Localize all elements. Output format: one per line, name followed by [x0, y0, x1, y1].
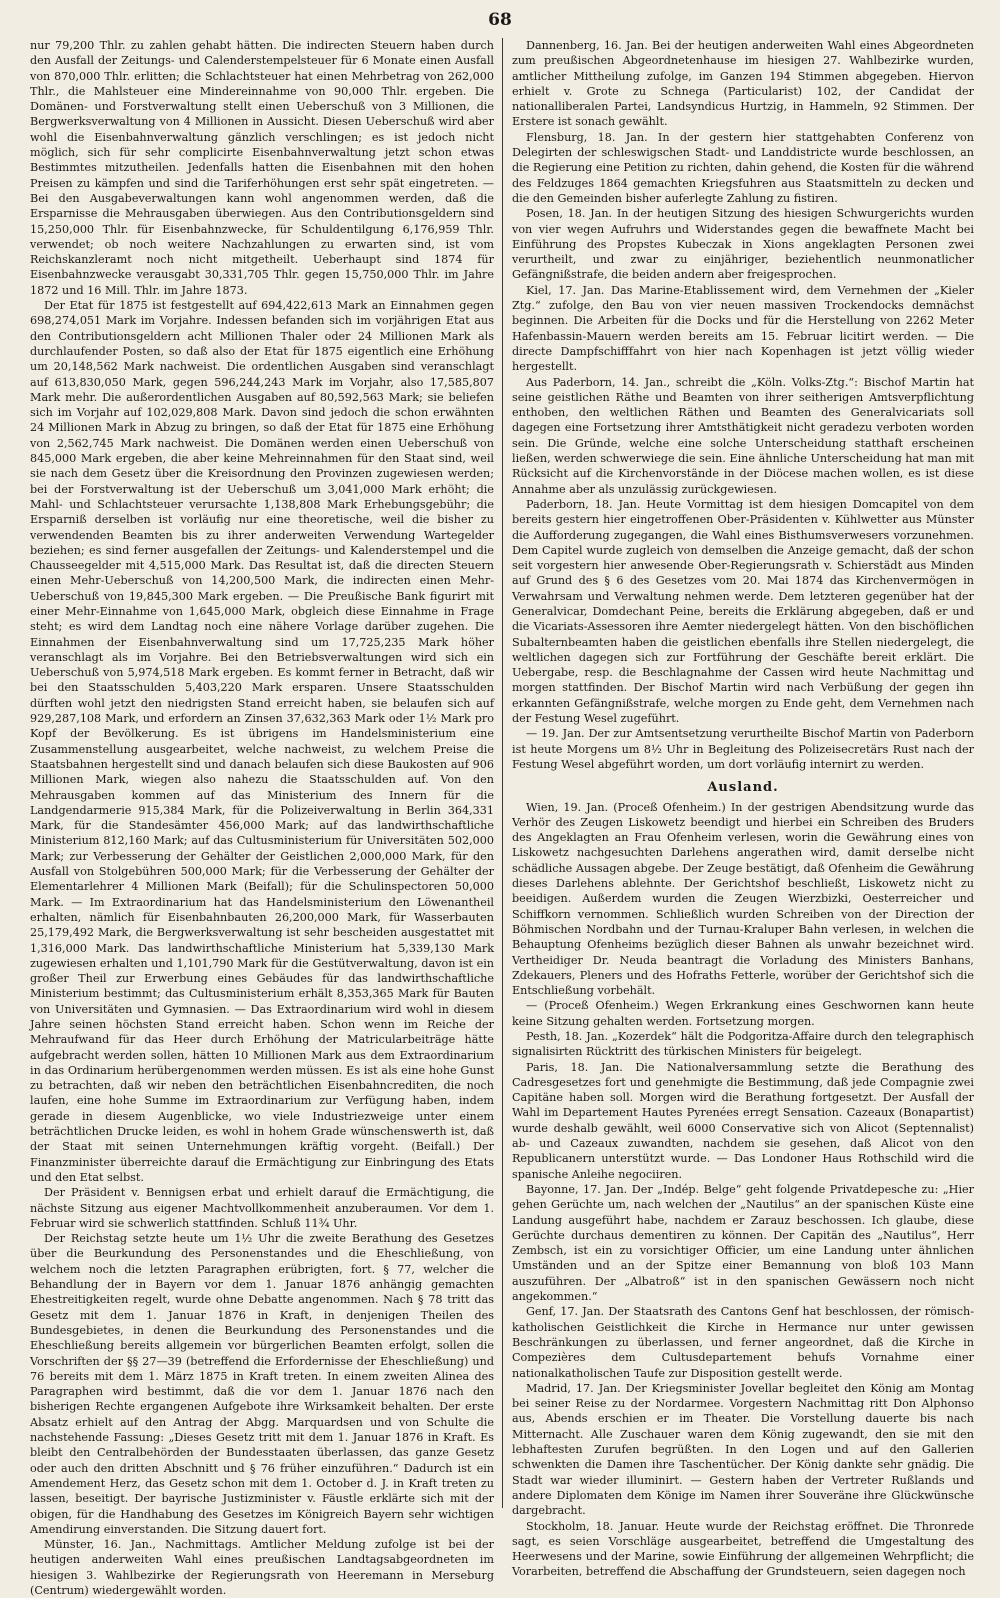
right-column-paragraph: Pesth, 18. Jan. „Kozerdek“ hält die Podgoritza-Affaire durch den telegraphisch signalisirten Rücktritt des türkischen Ministers für beigelegt. — [512, 1030, 974, 1059]
right-column — [512, 38, 974, 1579]
column-divider — [502, 38, 503, 1508]
right-column-paragraph: Wien, 19. Jan. (Proceß Ofenheim.) In der gestrigen Abendsitzung wurde das Verhör des Zeugen Liskowetz beendigt und hierbei ein Schreiben des Bruders des Angeklagten an Frau Ofenheim verlesen, worin die Gewährung eines von Liskowetz nachgesuchten Darlehens angerathen wird, damit derselbe nicht schädliche Aussagen abgebe. Der Zeuge bestätigt, daß Ofenheim die Gewährung dieses Darlehens ablehnte. Der Gerichtshof beschließt, Liskowetz nicht zu beeidigen. Außerdem wurden die Zeugen Wierzbizki, Oesterreicher und Schiffkorn vernommen. Schließlich wurden Schreiben von der Direction der Böhmischen Nordbahn und der Turnau-Kraluper Bahn verlesen, in welchen die Behauptung Ofenheims bezüglich dieser Bahnen als unwahr bezeichnet wird. Vertheidiger Dr. Neuda beantragt die Vorladung des Ministers Banhans, Zdekauers, Pleners und des Hofraths Fetterle, worüber der Gerichtshof sich die Entschließung vorbehält. — [512, 800, 974, 998]
left-column-paragraph: Münster, 16. Jan., Nachmittags. Amtlicher Meldung zufolge ist bei der heutigen anderweiten Wahl eines preußischen Landtagsabgeordneten im hiesigen 3. Wahlbezirke der Regierungsrath von Heeremann in Merseburg (Centrum) wiedergewählt worden. — [30, 1538, 494, 1597]
left-column-paragraph: nur 79,200 Thlr. zu zahlen gehabt hätten. Die indirecten Steuern haben durch den Ausfall der Zeitungs- und Calenderstempelsteuer für 6 Monate einen Ausfall von 870,000 Thlr. erlitten; die Schlachtsteuer hat einen Mehrbetrag von 262,000 Thlr., die Mahlsteuer eine Mindereinnahme von 90,000 Thlr. ergeben. Die Domänen- und Forstverwaltung stellt einen Ueberschuß von 3 Millionen, die Bergwerksverwaltung von 4 Millionen in Aussicht. Diesen Ueberschuß wird aber wohl die Eisenbahnverwaltung gänzlich verschlingen; es ist jedoch nicht möglich, sich für sehr complicirte Eisenbahnverwaltung jetzt schon etwas Bestimmtes mitzutheilen. Jedenfalls hatten die Eisenbahnen mit den hohen Preisen zu kämpfen und sind die Tariferhöhungen erst sehr spät eingetreten. — Bei den Ausgabeverwaltungen kann wohl angenommen werden, daß die Ersparnisse die Mehrausgaben überwiegen. Aus den Contributionsgeldern sind 15,250,000 Thlr. für Eisenbahnzwecke, für Schuldentilgung 6,176,959 Thlr. verwendet; ob noch weitere Nachzahlungen zu erwarten sind, ist vom Reichskanzleramt noch nicht mitgetheilt. Ueberhaupt sind 1874 für Eisenbahnzwecke verausgabt 30,331,705 Thlr. gegen 15,750,000 Thlr. im Jahre 1872 und 16 Mill. Thlr. im Jahre 1873. — [30, 39, 494, 297]
left-column — [30, 38, 494, 1597]
right-column-paragraph: — (Proceß Ofenheim.) Wegen Erkrankung eines Geschwornen kann heute keine Sitzung gehalten werden. Fortsetzung morgen. — [512, 999, 974, 1028]
right-column-paragraph: Flensburg, 18. Jan. In der gestern hier stattgehabten Conferenz von Delegirten der schleswigschen Stadt- und Landdistricte wurde beschlossen, an die Regierung eine Petition zu richten, dahin gehend, die Kosten für die während des Feldzuges 1864 gemachten Kriegsfuhren aus Staatsmitteln zu decken und die den Gemeinden bisher auferlegte Zahlung zu fistiren. — [512, 130, 974, 205]
section-heading: Ausland. — [707, 780, 779, 796]
right-column-paragraph: — 19. Jan. Der zur Amtsentsetzung verurtheilte Bischof Martin von Paderborn ist heute Morgens um 8½ Uhr in Begleitung des Polizeisecretärs Rust nach der Festung Wesel abgeführt worden, um dort vorläufig internirt zu werden. — [512, 727, 974, 771]
right-column-paragraph: Aus Paderborn, 14. Jan., schreibt die „Köln. Volks-Ztg.“: Bischof Martin hat seine geistlichen Räthe und Beamten von ihrer seitherigen Amtsverpflichtung enthoben, den weltlichen Räthen und Beamten des Generalvicariats soll dagegen eine Fortsetzung ihrer Amtsthätigkeit nicht geradezu verboten worden sein. Die Gründe, welche eine solche Unterscheidung statthaft erscheinen ließen, werden schwerwiege die sein. Eine ähnliche Unterscheidung hat man mit Rücksicht auf die Kirchenvorstände in der Diöcese machen wollen, es ist diese Annahme aber als unzulässig zurückgewiesen. — [512, 375, 974, 496]
right-column-paragraph: Paderborn, 18. Jan. Heute Vormittag ist dem hiesigen Domcapitel von dem bereits gestern hier eingetroffenen Ober-Präsidenten v. Kühlwetter aus Münster die Aufforderung zugegangen, die Wahl eines Bisthumsverwesers vorzunehmen. Dem Capitel wurde zugleich von demselben die Anzeige gemacht, daß der schon seit vorgestern hier anwesende Ober-Regierungsrath v. Schierstädt aus Minden auf Grund des § 6 des Gesetzes vom 20. Mai 1874 das Kirchenvermögen in Verwahrsam und Verwaltung nehmen werde. Dem letzteren gegenüber hat der Generalvicar, Domdechant Peine, bereits die Erklärung abgegeben, daß er und die Vicariats-Assessoren ihre Aemter niedergelegt hätten. Von den bischöflichen Subalternbeamten haben die geistlichen ebenfalls ihre Stellen niedergelegt, die weltlichen dagegen sich zur Fortführung der Geschäfte bereit erklärt. Die Uebergabe, resp. die Beschlagnahme der Cassen wird heute Nachmittag und morgen stattfinden. Der Bischof Martin wird nach Verbüßung der gegen ihn erkannten Gefängnißstrafe, welche morgen zu Ende geht, dem Vernehmen nach der Festung Wesel zugeführt. — [512, 497, 974, 726]
right-column-paragraph: Stockholm, 18. Januar. Heute wurde der Reichstag eröffnet. Die Thronrede sagt, es seien Vorschläge ausgearbeitet, betreffend die Umgestaltung des Heerwesens und der Marine, sowie Einführung der allgemeinen Wehrpflicht; die Vorarbeiten, betreffend die Abschaffung der Grundsteuern, seien dagegen noch — [512, 1519, 974, 1579]
left-column-paragraph: Der Etat für 1875 ist festgestellt auf 694,422,613 Mark an Einnahmen gegen 698,274,051 Mark im Vorjahre. Indessen befanden sich im vorjährigen Etat aus den Contributionsgeldern acht Millionen Thaler oder 24 Millionen Mark als durchlaufender Posten, so daß also der Etat für 1875 eigentlich eine Erhöhung um 20,148,562 Mark nachweist. Die ordentlichen Ausgaben sind veranschlagt auf 613,830,050 Mark, gegen 596,244,243 Mark im Vorjahr, also 17,585,807 Mark mehr. Die außerordentlichen Ausgaben auf 80,592,563 Mark; sie beliefen sich im Vorjahr auf 102,029,808 Mark. Davon sind jedoch die schon erwähnten 24 Millionen Mark in Abzug zu bringen, so daß der Etat für 1875 eine Erhöhung von 2,562,745 Mark nachweist. Die Domänen werden einen Ueberschuß von 845,000 Mark ergeben, die aber keine Mehreinnahmen für den Staat sind, weil sie nach dem Gesetz über die Kreisordnung den Provinzen zugewiesen werden; bei der Forstverwaltung ist der Ueberschuß um 3,041,000 Mark erhöht; die Mahl- und Schlachtsteuer verursachte 1,138,808 Mark Erhebungsgebühr; die Ersparniß derselben ist vorläufig nur eine theoretische, weil die bisher zu verwendenden Beamten bis zu ihrer anderweiten Verwendung Wartegelder beziehen; es sind ferner ausgefallen der Zeitungs- und Kalenderstempel und die Chausseegelder mit 4,515,000 Mark. Das Resultat ist, daß die directen Steuern einen Mehr-Ueberschuß von 14,200,500 Mark, die indirecten einen Mehr-Ueberschuß von 19,845,300 Mark ergeben. — Die Preußische Bank figurirt mit einer Mehr-Einnahme von 1,645,000 Mark, obgleich diese Einnahme in Frage steht; es wird dem Landtag noch eine nähere Vorlage darüber zugehen. Die Einnahmen der Eisenbahnverwaltung sind um 17,725,235 Mark höher veranschlagt als im Vorjahre. Bei den Betriebsverwaltungen wird sich ein Ueberschuß von 5,974,518 Mark ergeben. Es kommt ferner in Betracht, daß wir bei den Staatsschulden 5,403,220 Mark ersparen. Unsere Staatsschulden dürften wohl jetzt den niedrigsten Stand erreicht haben, sie belaufen sich auf 929,287,108 Mark, und erfordern an Zinsen 37,632,363 Mark oder 1½ Mark pro Kopf der Bevölkerung. Es ist übrigens im Handelsministerium eine Zusammenstellung ausgearbeitet, welche nachweist, zu welchem Preise die Staatsbahnen hergestellt sind und danach belaufen sich diese Baukosten auf 906 Millionen Mark, wiegen also nahezu die Staatsschulden auf. Von den Mehrausgaben kommen auf das Ministerium des Innern für die Landgendarmerie 915,384 Mark, für die Polizeiverwaltung in Berlin 364,331 Mark, für die Standesämter 456,000 Mark; auf das landwirthschaftliche Ministerium 812,160 Mark; auf das Cultusministerium für Universitäten 502,000 Mark; zur Verbesserung der Gehälter der Geistlichen 2,000,000 Mark, für den Ausfall von Stolgebühren 500,000 Mark; für die Verbesserung der Gehälter der Elementarlehrer 4 Millionen Mark (Beifall); für die Schulinspectoren 50,000 Mark. — Im Extraordinarium hat das Handelsministerium den Löwenantheil erhalten, nämlich für Eisenbahnbauten 26,200,000 Mark, für Wasserbauten 25,179,492 Mark, die Bergwerksverwaltung ist sehr bescheiden ausgestattet mit 1,316,000 Mark. Das landwirthschaftliche Ministerium hat 5,339,130 Mark zugewiesen erhalten und 1,101,790 Mark für die Gestütverwaltung, davon ist ein großer Theil zur Erwerbung eines Gebäudes für das landwirthschaftliche Ministerium bestimmt; das Cultusministerium erhält 8,353,365 Mark für Bauten von Universitäten und Gymnasien. — Das Extraordinarium wird wohl in diesem Jahre seinen höchsten Stand erreicht haben. Schon wenn im Reiche der Mehraufwand für das Heer durch Erhöhung der Matricularbeiträge hätte aufgebracht werden sollen, hätten 10 Millionen Mark aus dem Extraordinarium in das Ordinarium herübergenommen werden müssen. Es ist als eine hohe Gunst zu betrachten, daß wir neben den beträchtlichen Eisenbahncrediten, die noch laufen, eine hohe Summe im Extraordinarium zur Verfügung haben, indem gerade in diesem Augenblicke, wo viele Industriezweige unter einem beträchtlichen Drucke leiden, es wohl in hohem Grade wünschenswerth ist, daß der Staat mit seinen Unternehmungen kräftig vorgeht. (Beifall.) Der Finanzminister überreichte darauf die Ermächtigung zur Einbringung des Etats und den Etat selbst. — [30, 299, 494, 1184]
right-column-paragraph: Dannenberg, 16. Jan. Bei der heutigen anderweiten Wahl eines Abgeordneten zum preußischen Abgeordnetenhause im hiesigen 27. Wahlbezirke wurden, amtlicher Mittheilung zufolge, im Ganzen 194 Stimmen abgegeben. Hiervon erhielt v. Grote zu Schnega (Particularist) 102, der Candidat der nationalliberalen Partei, Landsyndicus Hurtzig, in Hammeln, 92 Stimmen. Der Erstere ist sonach gewählt. — [512, 39, 974, 129]
right-column-paragraph: Bayonne, 17. Jan. Der „Indép. Belge“ geht folgende Privatdepesche zu: „Hier gehen Gerüchte um, nach welchen der „Nautilus“ an der spanischen Küste eine Landung ausgeführt habe, nachdem er Zarauz beschossen. Ich glaube, diese Gerüchte durchaus dementiren zu können. Der Capitän des „Nautilus“, Herr Zembsch, ist ein zu vorsichtiger Officier, um eine Landung unter ähnlichen Umständen und an der Spitze einer Bemannung von bloß 103 Mann auszuführen. Der „Albatroß“ ist in den spanischen Gewässern noch nicht angekommen.“ — [512, 1182, 974, 1304]
left-column-paragraph: Der Reichstag setzte heute um 1½ Uhr die zweite Berathung des Gesetzes über die Beurkundung des Personenstandes und die Eheschließung, von welchem noch die letzten Paragraphen erübrigten, fort. § 77, welcher die Behandlung der in Bayern vor dem 1. Januar 1876 anhängig gemachten Ehestreitigkeiten regelt, wurde ohne Debatte angenommen. Nach § 78 tritt das Gesetz mit dem 1. Januar 1876 in Kraft, in denjenigen Theilen des Bundesgebietes, in denen die Beurkundung des Personenstandes und die Eheschließung bereits allgemein vor bürgerlichen Beamten erfolgt, sollen die Vorschriften der §§ 27—39 (betreffend die Erfordernisse der Eheschließung) und 76 bereits mit dem 1. März 1875 in Kraft treten. In einem zweiten Alinea des Paragraphen wird bestimmt, daß die vor dem 1. Januar 1876 nach den bisherigen Rechte ergangenen Aufgebote ihre Wirksamkeit behalten. Der erste Absatz erhielt auf den Antrag der Abgg. Marquardsen und von Schulte die nachstehende Fassung: „Dieses Gesetz tritt mit dem 1. Januar 1876 in Kraft. Es bleibt den Centralbehörden der Bundesstaaten überlassen, das ganze Gesetz oder auch den dritten Abschnitt und § 76 früher einzuführen.“ Dadurch ist ein Amendement Herz, das Gesetz schon mit dem 1. October d. J. in Kraft treten zu lassen, beseitigt. Der bayrische Justizminister v. Fäustle erklärte sich mit der obigen, für die Handhabung des Gesetzes im Königreich Bayern sehr wichtigen Amendirung einverstanden. Die Sitzung dauert fort. — [30, 1232, 494, 1536]
left-column-paragraph: Der Präsident v. Bennigsen erbat und erhielt darauf die Ermächtigung, die nächste Sitzung aus eigener Machtvollkommenheit anzuberaumen. Vor dem 1. Februar wird sie schwerlich stattfinden. Schluß 11¾ Uhr. — [30, 1186, 494, 1230]
right-column-paragraph: Genf, 17. Jan. Der Staatsrath des Cantons Genf hat beschlossen, der römisch-katholischen Geistlichkeit die Kirche in Hermance nur unter gewissen Beschränkungen zu überlassen, und ferner angeordnet, daß die Kirche in Compezières dem Cultusdepartement behufs Vornahme einer nationalkatholischen Taufe zur Disposition gestellt werde. — [512, 1305, 974, 1380]
right-column-paragraph: Posen, 18. Jan. In der heutigen Sitzung des hiesigen Schwurgerichts wurden von vier wegen Aufruhrs und Widerstandes gegen die bewaffnete Macht bei Einführung des Propstes Kubeczak in Xions angeklagten Personen zwei verurtheilt, und zwar zu einjähriger, beziehentlich neunmonatlicher Gefängnißstrafe, die beiden andern aber freigesprochen. — [512, 207, 974, 282]
right-column-paragraph: Kiel, 17. Jan. Das Marine-Etablissement wird, dem Vernehmen der „Kieler Ztg.“ zufolge, den Bau von vier neuen massiven Trockendocks demnächst beginnen. Die Arbeiten für die Docks und für die Herstellung von 2262 Meter Hafenbassin-Mauern werden bereits am 15. Februar licitirt werden. — Die directe Dampfschifffahrt von hier nach Kopenhagen ist jetzt völlig wieder hergestellt. — [512, 283, 974, 374]
right-column-paragraph: Madrid, 17. Jan. Der Kriegsminister Jovellar begleitet den König am Montag bei seiner Reise zu der Nordarmee. Vorgestern Nachmittag ritt Don Alphonso aus, Abends erschien er im Theater. Die Vorstellung dauerte bis nach Mitternacht. Alle Zuschauer waren dem König zugewandt, den sie mit den lebhaftesten Zurufen begrüßten. In den Logen und auf den Gallerien schwenkten die Damen ihre Taschentücher. Der König dankte sehr gnädig. Die Stadt war wieder illuminirt. — Gestern haben der Vertreter Rußlands und andere Diplomaten dem Könige im Namen ihrer Souveräne ihre Glückwünsche dargebracht. — [512, 1381, 974, 1518]
page-number: 68 — [488, 10, 512, 30]
right-column-paragraph: Paris, 18. Jan. Die Nationalversammlung setzte die Berathung des Cadresgesetzes fort und genehmigte die Bestimmung, daß jede Compagnie zwei Capitäne haben soll. Morgen wird die Berathung fortgesetzt. Der Ausfall der Wahl im Departement Hautes Pyrenées erregt Sensation. Cazeaux (Bonapartist) wurde deshalb gewählt, weil 6000 Conservative sich von Alicot (Septennalist) ab- und Cazeaux zuwandten, nachdem sie gesehen, daß Alicot von den Republicanern unterstützt wurde. — Das Londoner Haus Rothschild wird die spanische Anleihe negociiren. — [512, 1060, 974, 1181]
